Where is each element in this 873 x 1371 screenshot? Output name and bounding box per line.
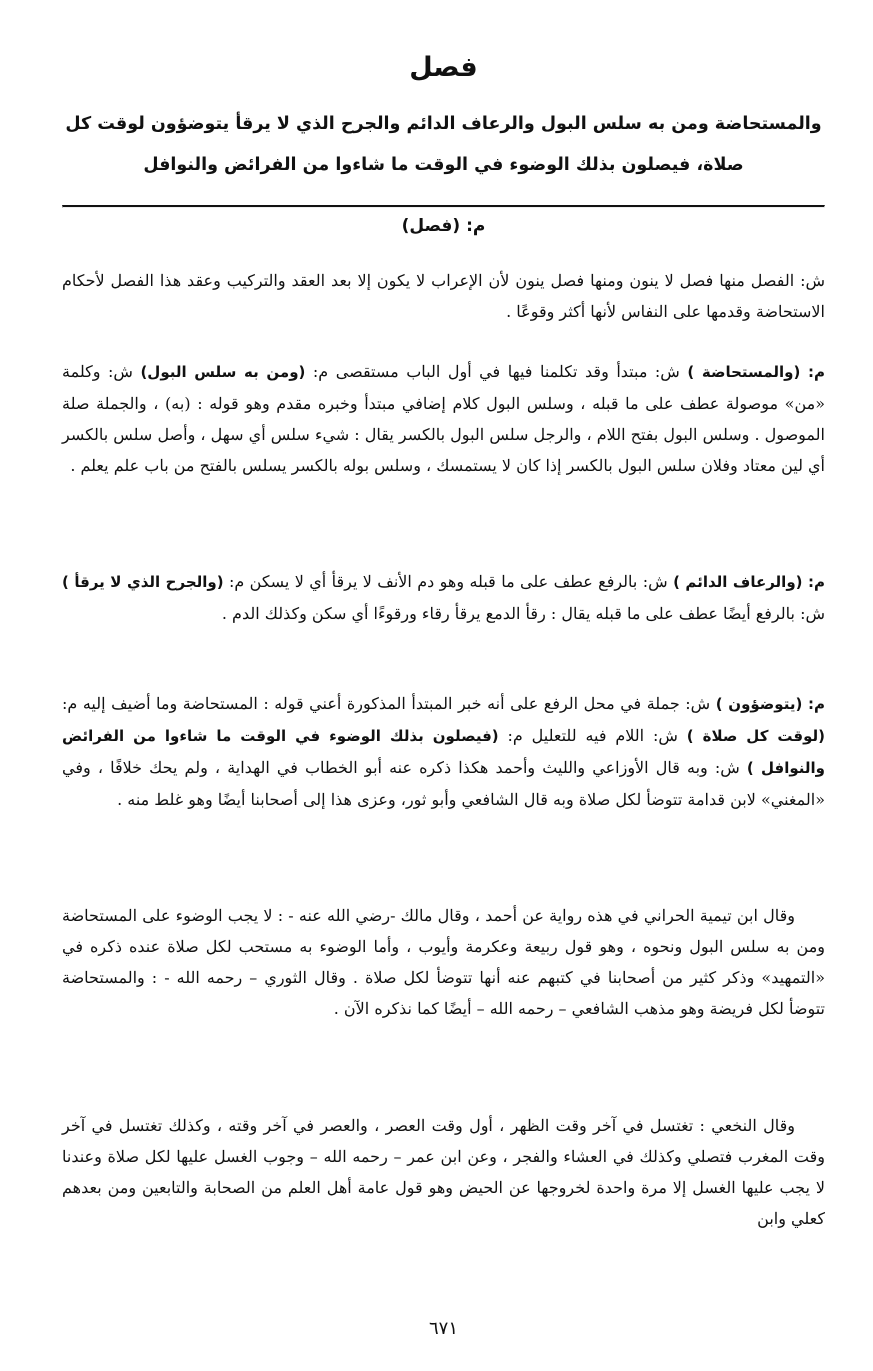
matn-quote: (ومن به سلس البول)	[140, 363, 306, 381]
matn-quote: م: (والمستحاضة )	[687, 363, 825, 381]
commentary-text: ش: جملة في محل الرفع على أنه خبر المبتدأ المذكورة أعني قوله : المستحاضة وما أضيف إليه م:	[62, 694, 716, 713]
paragraph-6: وقال النخعي : تغتسل في آخر وقت الظهر ، أول وقت العصر ، والعصر في آخر وقته ، وكذلك تغتسل في آخر وقت المغرب فتصلي وكذلك في العشاء والفجر ، وعن ابن عمر – رحمه الله – وجوب الغسل عليها لكل صلاة وعندنا لا يجب عليها الغسل إلا مرة واحدة لخروجها عن الحيض وهو قول عامة أهل العلم من الصحابة والتابعين ومن بعدهم كعلي وابن	[62, 1116, 825, 1228]
matn-quote: (والجرح الذي لا يرقأ )	[62, 573, 224, 591]
page-number: ٦٧١	[428, 1318, 458, 1339]
paragraph-5: وقال ابن تيمية الحراني في هذه رواية عن أحمد ، وقال مالك -رضي الله عنه - : لا يجب الوضوء على المستحاضة ومن به سلس البول ونحوه ، وهو قول ربيعة وعكرمة وأيوب ، وأما الوضوء به مستحب لكل صلاة عنده ذكره في «التمهيد» وذكر كثير من أصحابنا في كتبهم عنه أنها تتوضأ لكل صلاة . وقال الثوري – رحمه الله - : والمستحاضة تتوضأ لكل فريضة وهو مذهب الشافعي – رحمه الله – أيضًا كما نذكره الآن .	[62, 906, 826, 1018]
paragraph-1: ش: الفصل منها فصل لا ينون ومنها فصل ينون لأن الإعراب لا يكون إلا بعد العقد والتركيب وعقد هذا الفصل لأحكام الاستحاضة وقدمها على النفاس لأنها أكثر وقوعًا .	[62, 271, 825, 321]
divider-line	[62, 205, 825, 208]
commentary-text: ش: وكلمة «من» موصولة عطف على ما قبله ، وسلس البول كلام إضافي مبتدأ وخبره مقدم وهو قوله : (به) ، والجملة صلة الموصول . وسلس البول بفتح اللام ، والرجل سلس البول بالكسر يقال : شيء سلس أي سهل ، وأصل سلس بالكسر أي لين معتاد وفلان سلس البول بالكسر إذا كان لا يستمسك ، وسلس بوله بالكسر يسلس بالفتح من باب علم يعلم .	[62, 362, 825, 475]
paragraph-2	[62, 356, 825, 481]
matn-quote: م: (يتوضؤون )	[715, 695, 825, 713]
commentary-text: ش: بالرفع عطف على ما قبله وهو دم الأنف لا يرقأ أي لا يسكن م:	[223, 572, 674, 591]
commentary-text: ش: اللام فيه للتعليل م:	[498, 726, 687, 745]
matn-quote: (لوقت كل صلاة )	[686, 727, 825, 745]
commentary-text: ش: وبه قال الأوزاعي والليث وأحمد هكذا ذكره عنه أبو الخطاب في الهداية ، ولم يحك خلافًا ، وفي «المغني» لابن قدامة تتوضأ لكل صلاة وبه قال الشافعي وأبو ثور، وعزى هذا إلى أصحابنا أيضًا وهو غلط منه .	[62, 758, 825, 809]
commentary-text: ش: مبتدأ وقد تكلمنا فيها في أول الباب مستقصى م:	[305, 362, 688, 381]
section-heading: والمستحاضة ومن به سلس البول والرعاف الدائم والجرح الذي لا يرقأ يتوضؤون لوقت كل صلاة، فيصلون بذلك الوضوء في الوقت ما شاءوا من الفرائض والنوافل	[65, 114, 822, 175]
chapter-title: فصل	[409, 52, 478, 83]
paragraph-3	[62, 566, 825, 629]
book-page	[62, 0, 825, 1371]
commentary-text: ش: بالرفع أيضًا عطف على ما قبله يقال : رقأ الدمع يرقأ رقاء ورقوءًا أي سكن وكذلك الدم .	[221, 604, 825, 623]
section-subtitle: م: (فصل)	[401, 216, 486, 236]
paragraph-4	[62, 688, 825, 815]
matn-quote: (فيصلون بذلك الوضوء في الوقت ما شاءوا من الفرائض والنوافل )	[62, 727, 826, 777]
matn-quote: م: (والرعاف الدائم )	[673, 573, 826, 591]
